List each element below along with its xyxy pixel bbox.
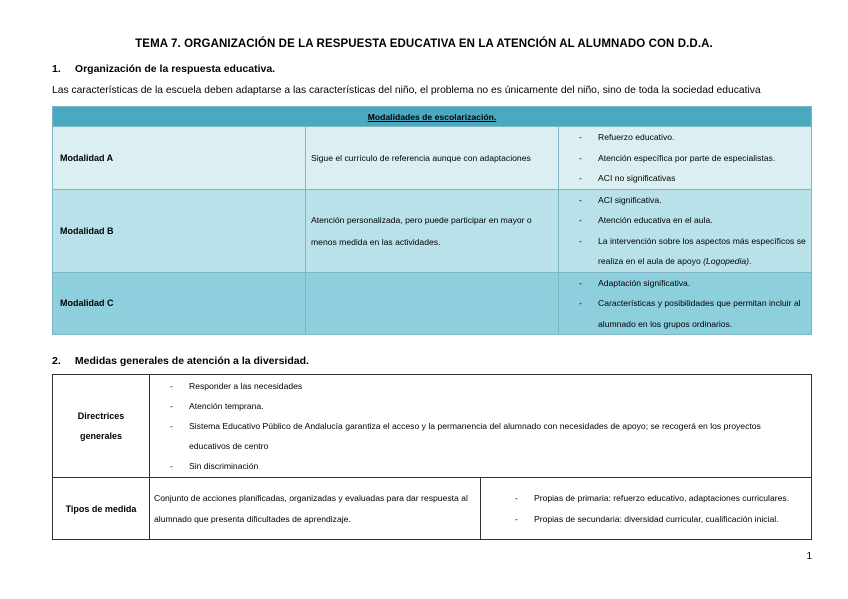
- modalidad-description: [306, 272, 559, 335]
- medidas-table: [52, 374, 812, 540]
- list-item: [579, 231, 807, 272]
- modalidad-items: [579, 190, 807, 272]
- section2-number: 2.: [52, 355, 61, 367]
- modalidad-items: [579, 127, 807, 189]
- tipos-items: [515, 488, 811, 529]
- list-item: - Sin discriminación: [170, 456, 803, 476]
- list-item: - Características y posibilidades que permitan incluir al alumnado en los grupos ordinarios.: [579, 293, 807, 334]
- table-row: [53, 127, 812, 190]
- section1-intro: Las características de la escuela deben adaptarse a las características del niño, el problema no es únicamente del niño, sino de toda la sociedad educativa: [52, 85, 761, 96]
- list-item: - ACI no significativas: [579, 168, 807, 189]
- page-number: 1: [806, 551, 812, 562]
- list-item: - Adaptación significativa.: [579, 273, 807, 294]
- list-item-period: .: [749, 256, 752, 266]
- modalidad-items: [579, 273, 807, 335]
- tipos-items-cell: [481, 478, 812, 540]
- section1-number: 1.: [52, 63, 61, 75]
- list-item: - Propias de primaria: refuerzo educativo, adaptaciones curriculares.: [515, 488, 811, 509]
- modalidad-label: Modalidad A: [53, 127, 306, 190]
- list-item: - Responder a las necesidades: [170, 376, 803, 396]
- list-item: - Atención temprana.: [170, 396, 803, 416]
- table-row: [53, 189, 812, 272]
- document-title: TEMA 7. ORGANIZACIÓN DE LA RESPUESTA EDUCATIVA EN LA ATENCIÓN AL ALUMNADO CON D.D.A.: [135, 38, 713, 50]
- list-item: - Refuerzo educativo.: [579, 127, 807, 148]
- list-item: - Atención específica por parte de especialistas.: [579, 148, 807, 169]
- list-item: - ACI significativa.: [579, 190, 807, 211]
- tipos-label: Tipos de medida: [53, 478, 150, 540]
- section2-heading: [52, 355, 309, 367]
- directrices-label: [53, 375, 150, 478]
- modalidad-description: Sigue el currículo de referencia aunque con adaptaciones: [306, 127, 559, 190]
- modalidad-description: Atención personalizada, pero puede participar en mayor o menos medida en las actividades.: [306, 189, 559, 272]
- list-item: - Propias de secundaria: diversidad curricular, cualificación inicial.: [515, 509, 811, 530]
- directrices-items: [170, 376, 803, 476]
- table-row: [53, 375, 812, 478]
- section1-heading-text: Organización de la respuesta educativa.: [74, 63, 276, 75]
- modalidades-header: Modalidades de escolarización.: [53, 107, 812, 127]
- directrices-label-line1: Directrices: [77, 411, 125, 421]
- section1-heading: [52, 63, 275, 75]
- tipos-description: Conjunto de acciones planificadas, organizadas y evaluadas para dar respuesta al alumnado que presenta dificultades de aprendizaje.: [150, 478, 481, 540]
- directrices-label-line2: generales: [79, 431, 123, 441]
- table-row: [53, 478, 812, 540]
- modalidades-table: [52, 106, 812, 335]
- list-item: - Sistema Educativo Público de Andalucía garantiza el acceso y la permanencia del alumnado con necesidades de apoyo; se recogerá en los proyectos educativos de centro: [170, 416, 803, 456]
- modalidad-label: Modalidad B: [53, 189, 306, 272]
- table-row: [53, 272, 812, 335]
- modalidad-items-cell: [559, 189, 812, 272]
- section2-heading-text: Medidas generales de atención a la diversidad.: [74, 355, 309, 367]
- modalidad-label: Modalidad C: [53, 272, 306, 335]
- directrices-items-cell: [150, 375, 812, 478]
- list-item: - Atención educativa en el aula.: [579, 210, 807, 231]
- list-item-text: La intervención sobre los aspectos más específicos se realiza en el aula de apoyo: [598, 235, 806, 266]
- modalidad-items-cell: [559, 272, 812, 335]
- modalidad-items-cell: [559, 127, 812, 190]
- modalidades-header-row: [53, 107, 812, 127]
- list-item-italic: (Logopedia): [703, 256, 749, 266]
